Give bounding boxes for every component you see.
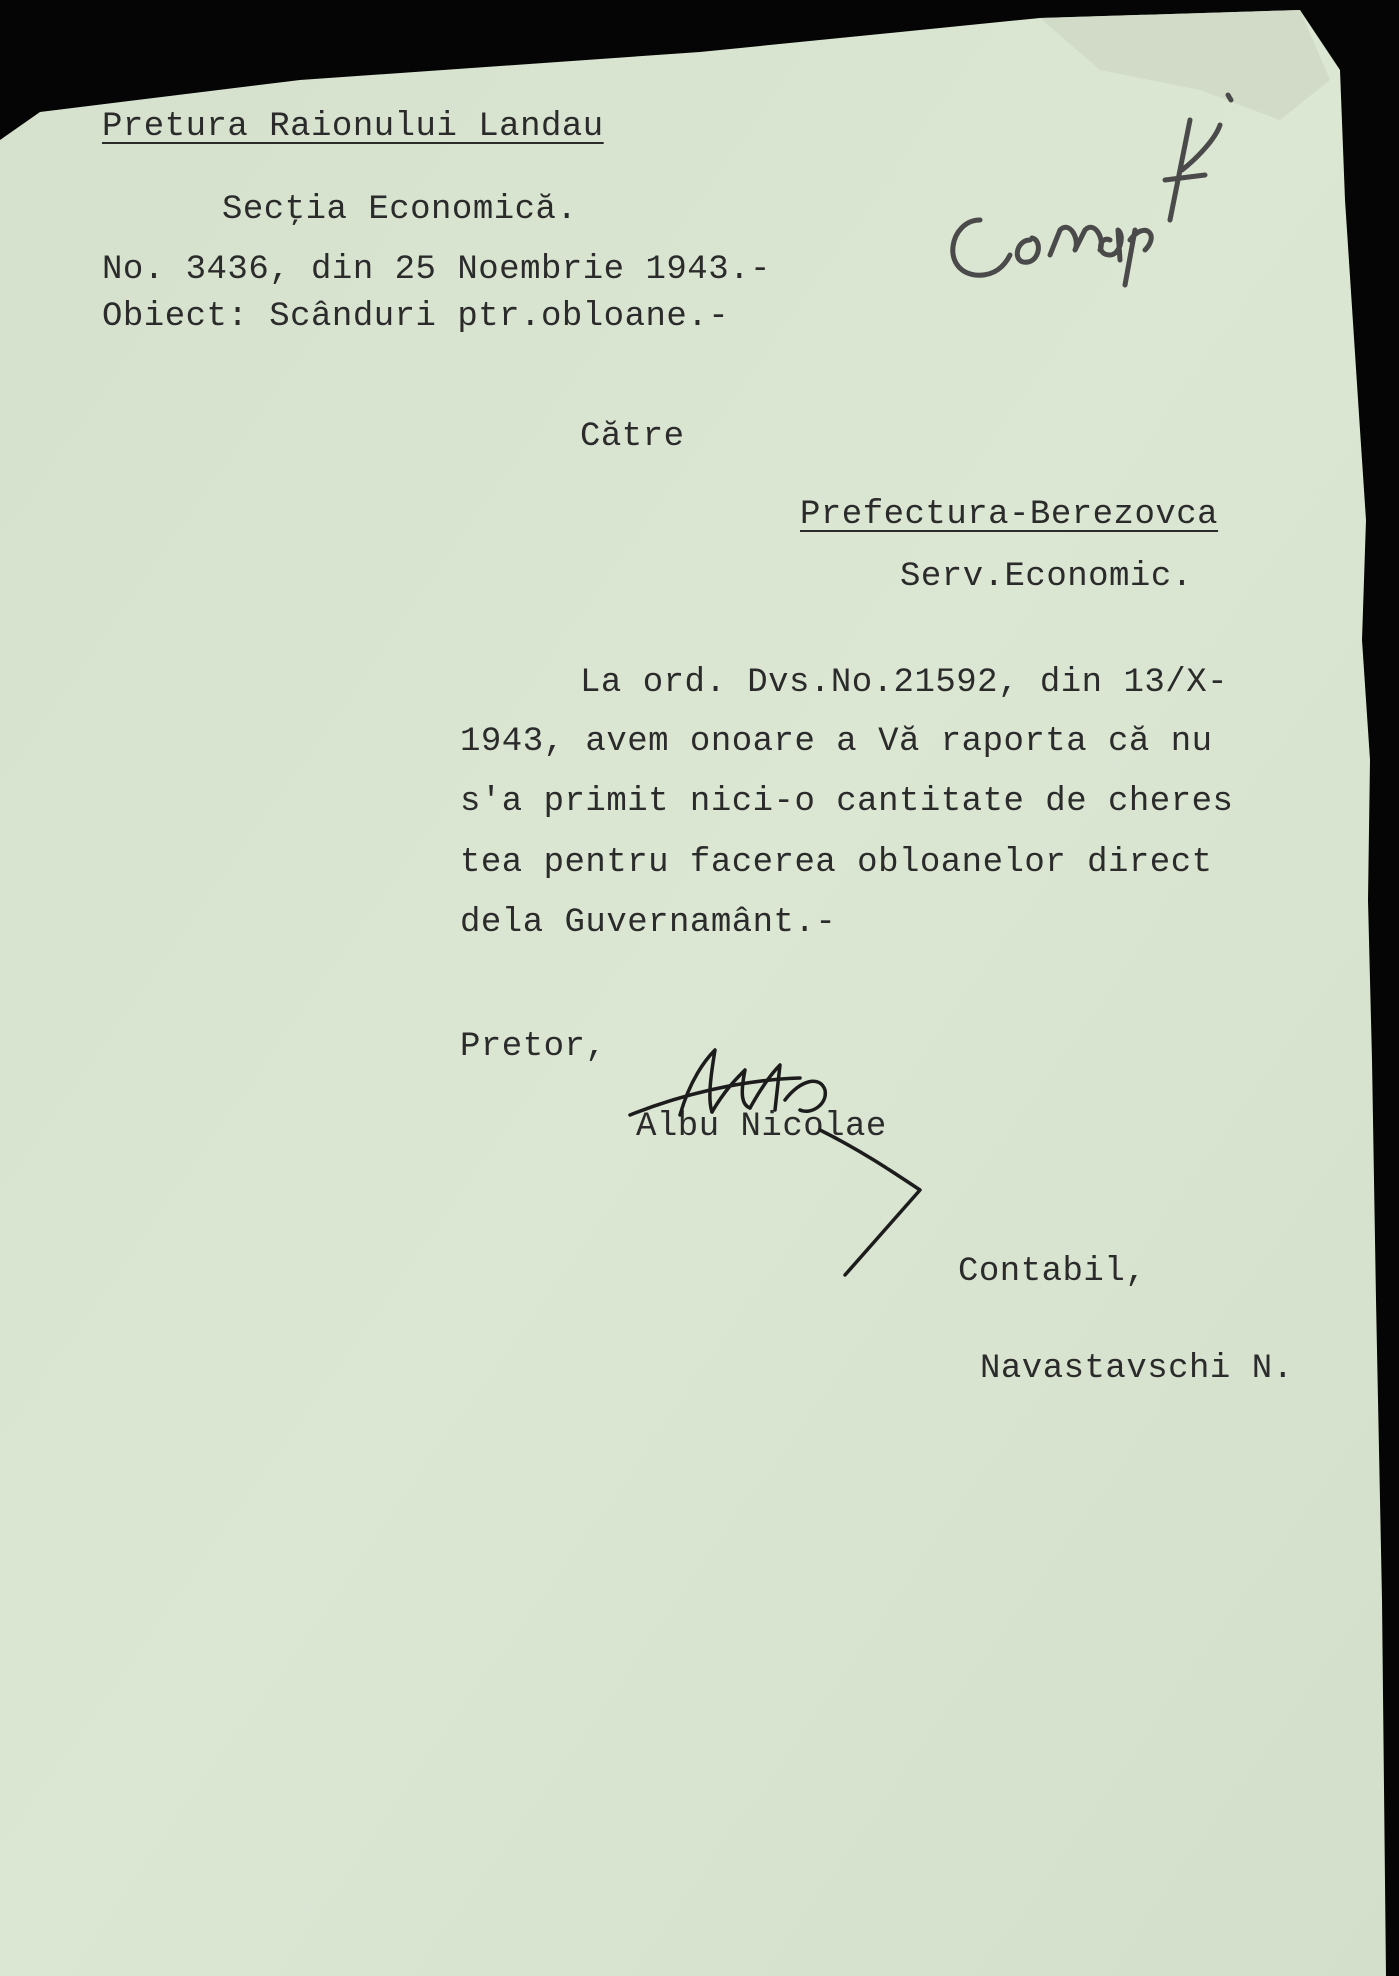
office-header: Pretura Raionului Landau [102,108,604,146]
body-line-2: 1943, avem onoare a Vă raporta că nu [460,723,1213,761]
recipient-department: Serv.Economic. [900,558,1193,596]
recipient-office: Prefectura-Berezovca [800,496,1219,534]
section-title: Secţia Economică. [222,191,578,229]
body-line-5: dela Guvernamânt.- [460,904,837,942]
handwritten-margin-note [920,70,1260,315]
body-line-1: La ord. Dvs.No.21592, din 13/X- [580,664,1229,702]
subject-line: Obiect: Scânduri ptr.obloane.- [102,298,730,336]
contabil-name: Navastavschi N. [980,1350,1294,1388]
pretor-title: Pretor, [460,1028,607,1066]
body-line-3: s'a primit nici-o cantitate de cheres [460,783,1234,821]
body-line-4: tea pentru facerea obloanelor direct [460,844,1213,882]
pretor-name: Albu Nicolae [636,1108,887,1146]
pretor-signature [620,1020,980,1305]
contabil-title: Contabil, [958,1253,1147,1291]
reference-number: No. 3436, din 25 Noembrie 1943.- [102,251,771,289]
to-label: Către [580,418,685,456]
